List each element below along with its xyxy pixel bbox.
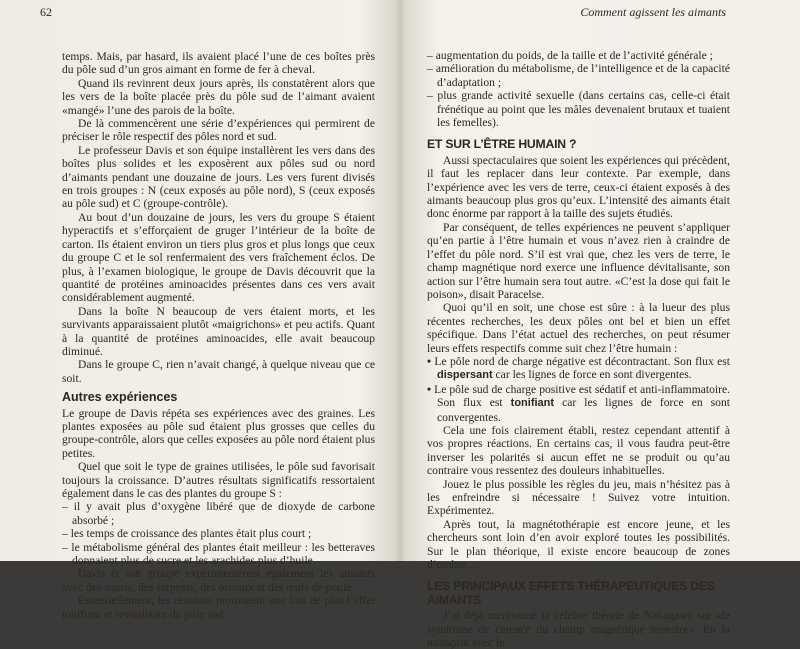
paragraph: J’ai déjà mentionné la célèbre théorie de Nakagawa sur «le syndrome de carence du champ magnétique terrestre». En la nuançant avec le <box>427 609 730 649</box>
paragraph: Le groupe de Davis répéta ses expériences avec des graines. Les plantes exposées au pôle sud étaient plus grosses que celles du groupe-contrôle, alors que celles exposées au pôle nord étaient plus petites. <box>62 406 375 460</box>
bullet-item: • Le pôle nord de charge négative est décontractant. Son flux est dispersant car les lignes de force en sont divergentes. <box>427 354 730 382</box>
paragraph: Au bout d’un douzaine de jours, les vers du groupe S étaient hyperactifs et s’efforçaient de gruger l’intérieur de la boîte de carton. Ils étaient environ un tiers plus gros et plus longs que ceux du groupe C et le sol renfermaient des vers fraîchement éclos. De plus, à l’examen biologique, le groupe de Davis découvrit que la quantité de protéines aminoacides présentes dans ces vers avait considérablement augmenté. <box>62 210 375 305</box>
bullet-icon: • <box>427 382 432 396</box>
bullet-icon: • <box>427 354 432 368</box>
dash-list-item: – il y avait plus d’oxygène libéré que de dioxyde de carbone absorbé ; <box>62 500 375 527</box>
dash-list-item: – amélioration du métabolisme, de l’intelligence et de la capacité d’adaptation ; <box>427 62 730 89</box>
paragraph: Dans le groupe C, rien n’avait changé, à quelque niveau que ce soit. <box>62 358 375 385</box>
dash-list-item: – les temps de croissance des plantes était plus court ; <box>62 527 312 541</box>
section-heading: LES PRINCIPAUX EFFETS THÉRAPEUTIQUES DES AIMANTS <box>427 579 715 607</box>
dash-list-item: – plus grande activité sexuelle (dans certains cas, celle-ci était frénétique au point que les mâles devenaient brutaux et tuaient les femelles). <box>427 89 730 130</box>
dash-list-item: – le métabolisme général des plantes était meilleur : les betteraves donnaient plus de sucre et les arachides plus d’huile. <box>62 540 376 568</box>
page-number: 62 <box>40 5 52 19</box>
right-text-column <box>427 49 730 649</box>
running-head: Comment agissent les aimants <box>580 5 726 19</box>
paragraph: Par conséquent, de telles expériences ne peuvent s’appliquer qu’en partie à l’être humain et vous n’avez rien à craindre de l’effet du pôle nord. S’il est vrai que, chez les vers de terre, le champ magnétique nord exerce une influence dévitalisante, son action sur l’être humain sera tout autre. «C’est la dose qui fait le poison», disait Paracelse. <box>427 220 730 301</box>
left-text-column <box>62 50 375 621</box>
dash-list-item: – augmentation du poids, de la taille et de l’activité générale ; <box>427 49 713 62</box>
paragraph: Après tout, la magnétothérapie est encore jeune, et les chercheurs sont loin d’en avoir exploré toutes les possibilités. Sur le plan théorique, il existe encore beaucoup de zones d’ombre... <box>427 517 730 572</box>
paragraph: Aussi spectaculaires que soient les expériences qui précèdent, il faut les replacer dans leur contexte. Par exemple, dans l’expérience avec les vers de terre, ceux-ci étaient exposés à des aimants beaucoup plus gros qu’eux. L’intensité des aimants était donc énorme par rapport à la taille des sujets étudiés. <box>427 153 730 221</box>
paragraph: Quand ils revinrent deux jours après, ils constatèrent alors que les vers de la boîte placée près du pôle sud de l’aimant avaient «mangé» l’une des parois de la boîte. <box>62 76 375 117</box>
paragraph: De là commencèrent une série d’expériences qui permirent de préciser le rôle respectif des pôles nord et sud. <box>62 117 375 144</box>
paragraph: Cela une fois clairement établi, restez cependant attentif à vos propres réactions. En certains cas, il vous faudra peut-être inverser les polarités si aucun effet ne se produit ou qu’au contraire vous ressentez des douleurs inhabituelles. <box>427 423 730 478</box>
paragraph: Dans la boîte N beaucoup de vers étaient morts, et les survivants apparaissaient plutôt «maigrichons» et peu actifs. Quant à la quantité de protéines aminoacides, elle avait beaucoup diminué. <box>62 304 375 358</box>
paragraph: Davis et son groupe expérimentèrent également les aimants avec des souris, des serpents, des oiseaux et des œufs de poule. <box>62 567 375 594</box>
paragraph: Jouez le plus possible les règles du jeu, mais n’hésitez pas à les enfreindre si nécessaire ! Suivez votre intuition. Expérimentez. <box>427 477 730 518</box>
section-heading: Autres expériences <box>62 390 178 405</box>
paragraph: temps. Mais, par hasard, ils avaient placé l’une de ces boîtes près du pôle sud d’un gros aimant en forme de fer à cheval. <box>62 50 375 77</box>
right-page <box>400 0 800 649</box>
paragraph: Le professeur Davis et son équipe installèrent les vers dans des boîtes plus solides et les exposèrent aux pôles sud ou nord d’aimants pendant une douzaine de jours. Les vers furent divisés en trois groupes : N (ceux exposés au pôle nord), S (ceux exposés au pôle sud) et C (groupe-contrôle). <box>62 143 375 211</box>
left-page <box>0 0 400 621</box>
paragraph: Quel que soit le type de graines utilisées, le pôle sud favorisait toujours la croissance. D’autres résultats significatifs ressortaient également dans le cas des plantes du groupe S : <box>62 460 375 500</box>
bullet-item: • Le pôle sud de charge positive est sédatif et anti-inflammatoire. Son flux est tonifiant car les lignes de force en sont convergentes. <box>427 382 731 424</box>
section-heading: ET SUR L’ÊTRE HUMAIN ? <box>427 137 577 152</box>
paragraph: Quoi qu’il en soit, une chose est sûre : à la lueur des plus récentes recherches, les deux pôles ont bel et bien un effet spécifique. Dans l’état actuel des recherches, on peut résumer leurs effets respectifs comme suit chez l’être humain : <box>427 301 730 355</box>
paragraph: Essentiellement, les résultats prouvaient une fois de plus l’effet tonifiant et revitalisant du pôle sud : <box>62 594 375 621</box>
